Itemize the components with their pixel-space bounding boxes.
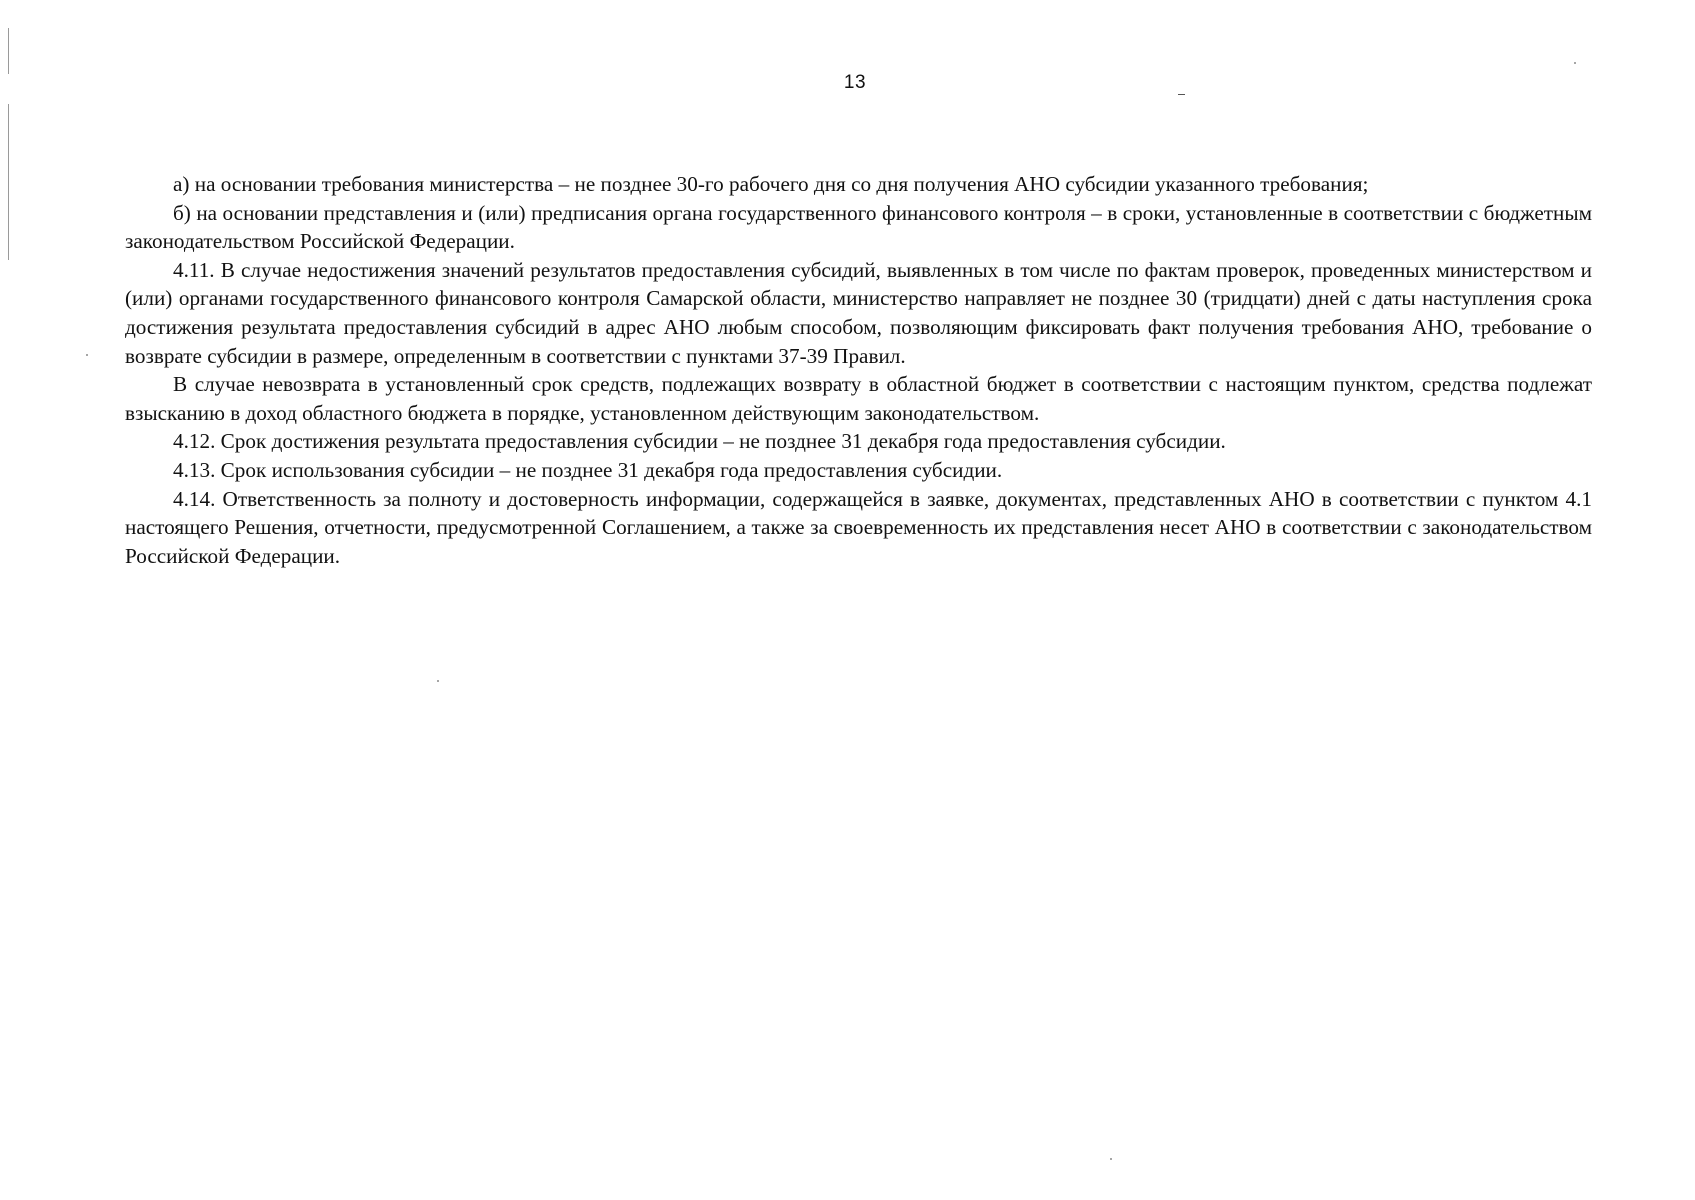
scan-edge-line-middle: [8, 104, 9, 260]
page-number: 13: [843, 72, 867, 93]
scan-dot-middle: [437, 680, 439, 682]
paragraph-4-14: 4.14. Ответственность за полноту и достоверность информации, содержащейся в заявке, документах, представленных АНО в соответствии с пунктом 4.1 настоящего Решения, отчетности, предусмотренной Соглашением, а также за своевременность их представления несет АНО в соответствии с законодательством Российской Федерации.: [125, 486, 1592, 568]
paragraph-4-13: 4.13. Срок использования субсидии – не позднее 31 декабря года предоставления субсидии.: [173, 457, 1003, 482]
paragraph-a: а) на основании требования министерства – не позднее 30-го рабочего дня со дня получения АНО субсидии указанного требования;: [173, 172, 1369, 196]
scan-dot-top-right: [1574, 62, 1576, 64]
scan-mark-dash: [1178, 94, 1185, 95]
document-body: [125, 170, 1592, 570]
scan-dot-left: [86, 354, 88, 356]
paragraph-4-12: 4.12. Срок достижения результата предоставления субсидии – не позднее 31 декабря года предоставления субсидии.: [173, 429, 1226, 454]
paragraph-4-11: 4.11. В случае недостижения значений результатов предоставления субсидий, выявленных в том числе по фактам проверок, проведенных министерством и (или) органами государственного финансового контроля Самарской области, министерство направляет не позднее 30 (тридцати) дней с даты наступления срока достижения результата предоставления субсидий в адрес АНО любым способом, позволяющим фиксировать факт получения требования АНО, требование о возврате субсидии в размере, определенным в соответствии с пунктами 37-39 Правил.: [125, 257, 1592, 368]
scan-edge-line-top: [8, 28, 9, 74]
scan-dot-bottom: [1110, 1158, 1112, 1160]
paragraph-b: б) на основании представления и (или) предписания органа государственного финансового контроля – в сроки, установленные в соответствии с бюджетным законодательством Российской Федерации.: [125, 200, 1592, 254]
paragraph-refund-failure: В случае невозврата в установленный срок средств, подлежащих возврату в областной бюджет в соответствии с настоящим пунктом, средства подлежат взысканию в доход областного бюджета в порядке, установленном действующим законодательством.: [125, 372, 1592, 425]
